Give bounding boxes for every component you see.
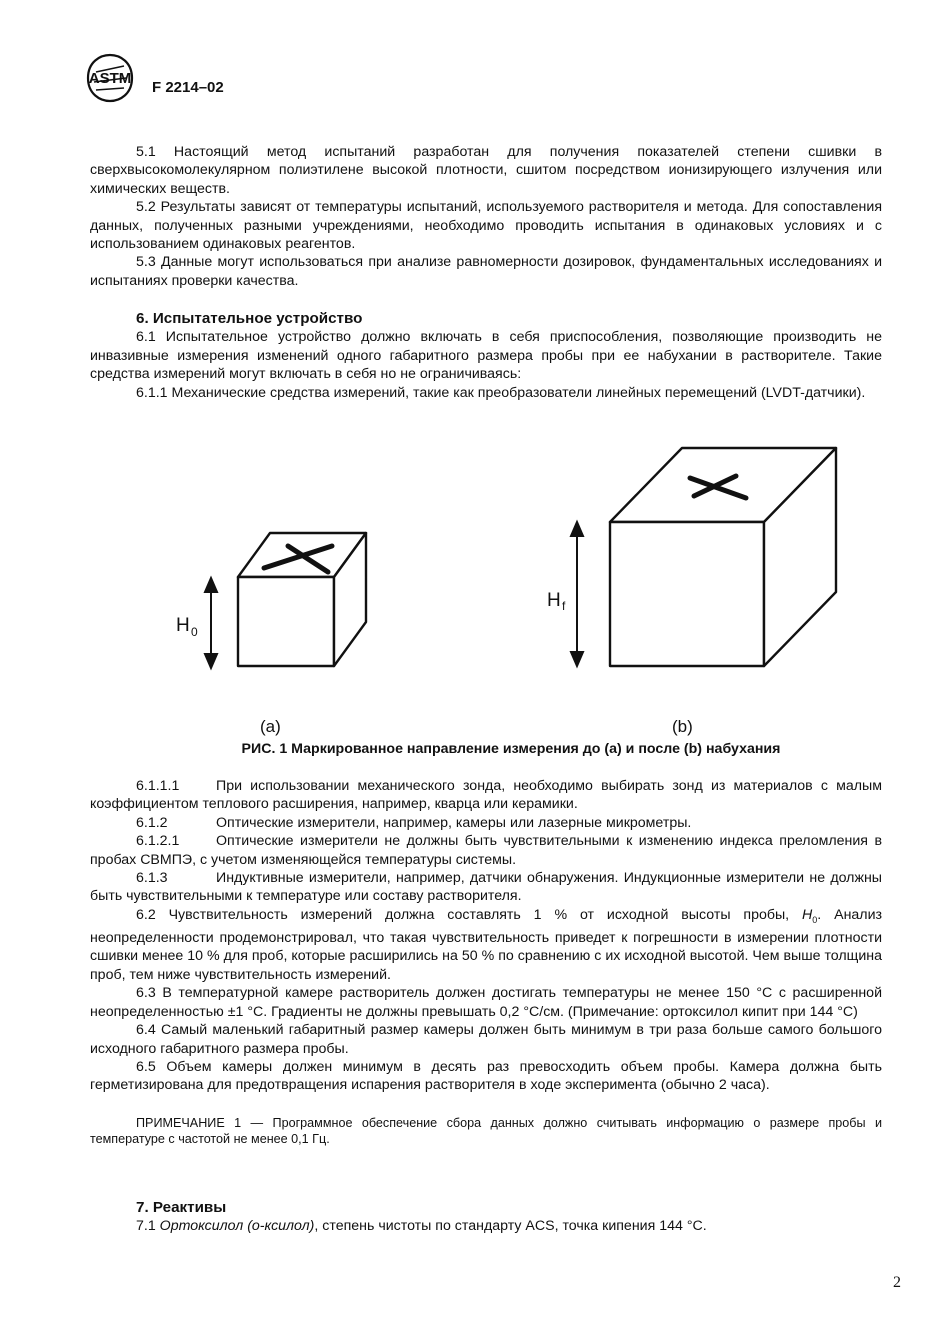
section-5	[90, 143, 882, 290]
label-b: (b)	[672, 717, 693, 736]
paragraph-6-1: 6.1 Испытательное устройство должно включать в себя приспособления, позволяющие производить не инвазивные измерения изменений одного габаритного размера пробы при ее набухании в растворителе. Такие средства измерений могут включать в себя но не ограничиваясь:	[90, 329, 882, 383]
section-6	[90, 310, 882, 402]
label-h0-subscript: 0	[191, 625, 198, 639]
paragraph-7-1: 7.1 Ортоксилол (о-ксилол), степень чистоты по стандарту ACS, точка кипения 144 °C.	[136, 1218, 707, 1235]
number-6-1-2-1: 6.1.2.1	[136, 833, 180, 850]
paragraph-6-1-3: 6.1.3 Индуктивные измерители, например, датчики обнаружения. Индукционные измерители не должны быть чувствительными к температуре или составу растворителя.	[90, 870, 882, 905]
logo-text: ASTM	[88, 70, 132, 87]
paragraph-6-3: 6.3 В температурной камере растворитель должен достигать температуры не менее 150 °C с расширенной неопределенностью ±1 °C. Градиенты не должны превышать 0,2 °C/см. (Примечание: ортоксилол кипит при 144 °C)	[90, 985, 882, 1020]
section-6-heading: 6. Испытательное устройство	[136, 310, 363, 327]
reagent-name: Ортоксилол (о-ксилол)	[159, 1218, 315, 1235]
label-h0: H	[176, 615, 190, 636]
paragraph-5-1: 5.1 Настоящий метод испытаний разработан для получения показателей степени сшивки в сверхвысокомолекулярном полиэтилене высокой плотности, сшитом посредством ионизирующего излучения или химических веществ.	[90, 144, 882, 197]
paragraph-6-1-1-1: 6.1.1.1 При использовании механического зонда, необходимо выбирать зонд из материалов с малым коэффициентом теплового расширения, например, кварца или керамики.	[90, 778, 882, 813]
paragraph-5-3: 5.3 Данные могут использоваться при анализе равномерности дозировок, фундаментальных исследованиях и испытаниях проверки качества.	[90, 254, 882, 289]
paragraph-6-1-1: 6.1.1 Механические средства измерений, такие как преобразователи линейных перемещений (LVDT-датчики).	[136, 384, 866, 401]
figure-1-diagram	[90, 440, 882, 740]
number-6-1-1-1: 6.1.1.1	[136, 778, 180, 794]
cube-a-front	[238, 577, 334, 666]
section-6-continued	[90, 777, 882, 1148]
paragraph-6-4: 6.4 Самый маленький габаритный размер камеры должен быть минимум в три раза больше самого большого исходного габаритного размера пробы.	[90, 1022, 882, 1057]
paragraph-6-2: 6.2 Чувствительность измерений должна составлять 1 % от исходной высоты пробы, $H_0$. Анализ неопределенности продемонстрировал, что такая чувствительность приведет к погрешности в измерении плотности сшивки менее 10 % для проб, которые расширились на 50 % по сравнению с их исходной высотой. Чем выше толщина проб, тем ниже чувствительность измерений.	[90, 906, 883, 983]
page-number: 2	[893, 1274, 901, 1291]
label-hf: H	[547, 590, 561, 611]
section-7	[90, 1199, 882, 1236]
paragraph-5-2: 5.2 Результаты зависят от температуры испытаний, используемого растворителя и метода. Для сопоставления данных, полученных разными учреждениями, необходимо проводить испытания в одинаковых условиях и с использованием одинаковых реагентов.	[90, 199, 882, 253]
note-1: ПРИМЕЧАНИЕ 1 — Программное обеспечение сбора данных должно считывать информацию о размере пробы и температуре с частотой не менее 0,1 Гц.	[90, 1115, 882, 1147]
number-6-1-3: 6.1.3	[136, 870, 168, 887]
symbol-h0: H	[802, 906, 813, 923]
astm-logo-icon	[80, 52, 140, 104]
height-arrow-hf	[571, 522, 583, 666]
cube-b-front	[610, 522, 764, 666]
number-6-1-2: 6.1.2	[136, 814, 168, 831]
paragraph-6-1-2: 6.1.2 Оптические измерители, например, камеры или лазерные микрометры.	[136, 814, 692, 831]
paragraph-6-1-2-1: 6.1.2.1 Оптические измерители не должны быть чувствительными к изменению индекса преломления в пробах СВМПЭ, с учетом изменяющейся температуры системы.	[90, 833, 882, 868]
label-hf-subscript: f	[562, 599, 566, 613]
height-arrow-h0	[205, 578, 217, 668]
paragraph-6-5: 6.5 Объем камеры должен минимум в десять раз превосходить объем пробы. Камера должна быть герметизирована для предотвращения испарения растворителя в ходе эксперимента (обычно 2 часа).	[90, 1058, 882, 1094]
figure-1-caption: РИС. 1 Маркированное направление измерения до (а) и после (b) набухания	[241, 741, 781, 757]
label-a: (a)	[260, 717, 281, 736]
document-id: F 2214–02	[152, 79, 224, 96]
section-7-heading: 7. Реактивы	[136, 1199, 227, 1216]
